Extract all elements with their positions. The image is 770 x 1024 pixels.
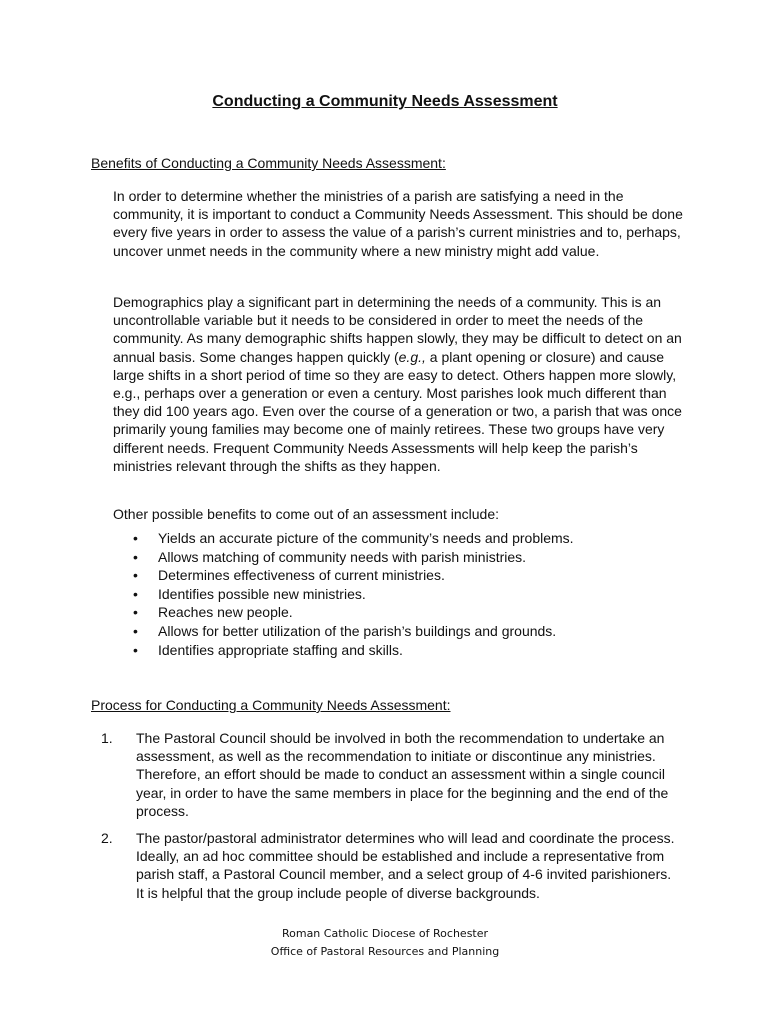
- paragraph-2-text-a: Demographics play a significant part in determining the needs of a community. This is an uncontrollable variable but it needs to be considered in order to meet the needs of the community. As many demographic shifts happen slowly, they may be difficult to detect on an annual basis. Some changes happen quickly (: [113, 294, 682, 365]
- bullet-icon: •: [133, 641, 138, 658]
- benefits-heading: Benefits of Conducting a Community Needs Assessment:: [91, 155, 446, 171]
- paragraph-2-text-b: a plant opening or closure) and cause large shifts in a short period of time so they are easy to detect. Others happen more slowly, e.g., perhaps over a generation or even a century. Most parishes look much different than they did 100 years ago. Even over the course of a generation or two, a parish that was once primarily young families may become one of mainly retirees. These two groups have very different needs. Frequent Community Needs Assessments will help keep the parish’s ministries relevant through the shifts as they happen.: [113, 348, 682, 474]
- step-number: 1.: [101, 730, 113, 746]
- process-step: [91, 729, 681, 820]
- bullet-icon: •: [133, 604, 138, 621]
- benefits-paragraph-1: In order to determine whether the ministries of a parish are satisfying a need in the community, it is important to conduct a Community Needs Assessment. This should be done every five years in order to assess the value of a parish’s current ministries and to, perhaps, uncover unmet needs in the community where a new ministry might add value.: [113, 188, 683, 259]
- list-item: [113, 548, 673, 567]
- list-item: [113, 603, 673, 622]
- list-item-text: Reaches new people.: [158, 604, 293, 621]
- list-item: [113, 585, 673, 604]
- footer-line-1: Roman Catholic Diocese of Rochester: [281, 927, 489, 940]
- list-item-text: Allows for better utilization of the parish’s buildings and grounds.: [158, 622, 557, 639]
- list-item-text: Determines effectiveness of current ministries.: [158, 567, 445, 584]
- list-item: [113, 529, 673, 548]
- list-item-text: Yields an accurate picture of the community’s needs and problems.: [158, 530, 574, 546]
- list-item: [113, 622, 673, 641]
- list-item: [113, 566, 673, 585]
- list-item: [113, 641, 673, 660]
- step-number: 2.: [101, 830, 113, 847]
- process-steps-list: [91, 729, 681, 911]
- list-item-text: Identifies appropriate staffing and skills.: [158, 641, 403, 658]
- benefits-paragraph-3: Other possible benefits to come out of an assessment include:: [113, 506, 499, 522]
- page-footer: [0, 925, 770, 961]
- list-item-text: Allows matching of community needs with parish ministries.: [158, 548, 527, 565]
- step-text: The Pastoral Council should be involved in both the recommendation to undertake an assessment, as well as the recommendation to initiate or discontinue any ministries. Therefore, an effort should be made to conduct an assessment within a single council year, in order to have the same members in place for the beginning and the end of the process.: [136, 730, 669, 819]
- process-heading: Process for Conducting a Community Needs Assessment:: [91, 697, 451, 713]
- bullet-icon: •: [133, 622, 138, 639]
- bullet-icon: •: [133, 585, 138, 602]
- bullet-icon: •: [133, 530, 138, 546]
- bullet-icon: •: [133, 548, 138, 565]
- step-text: The pastor/pastoral administrator determines who will lead and coordinate the process. Ideally, an ad hoc committee should be established and include a representative from parish staff, a Pastoral Council member, and a select group of 4-6 invited parishioners. It is helpful that the group include people of diverse backgrounds.: [136, 830, 675, 901]
- page-title: Conducting a Community Needs Assessment: [212, 93, 558, 110]
- process-step: [91, 829, 681, 902]
- benefits-list: [113, 529, 673, 659]
- bullet-icon: •: [133, 567, 138, 584]
- list-item-text: Identifies possible new ministries.: [158, 585, 366, 602]
- benefits-paragraph-2: [113, 293, 683, 475]
- paragraph-2-italic: e.g.,: [398, 348, 426, 365]
- footer-line-2: Office of Pastoral Resources and Planning: [270, 945, 500, 958]
